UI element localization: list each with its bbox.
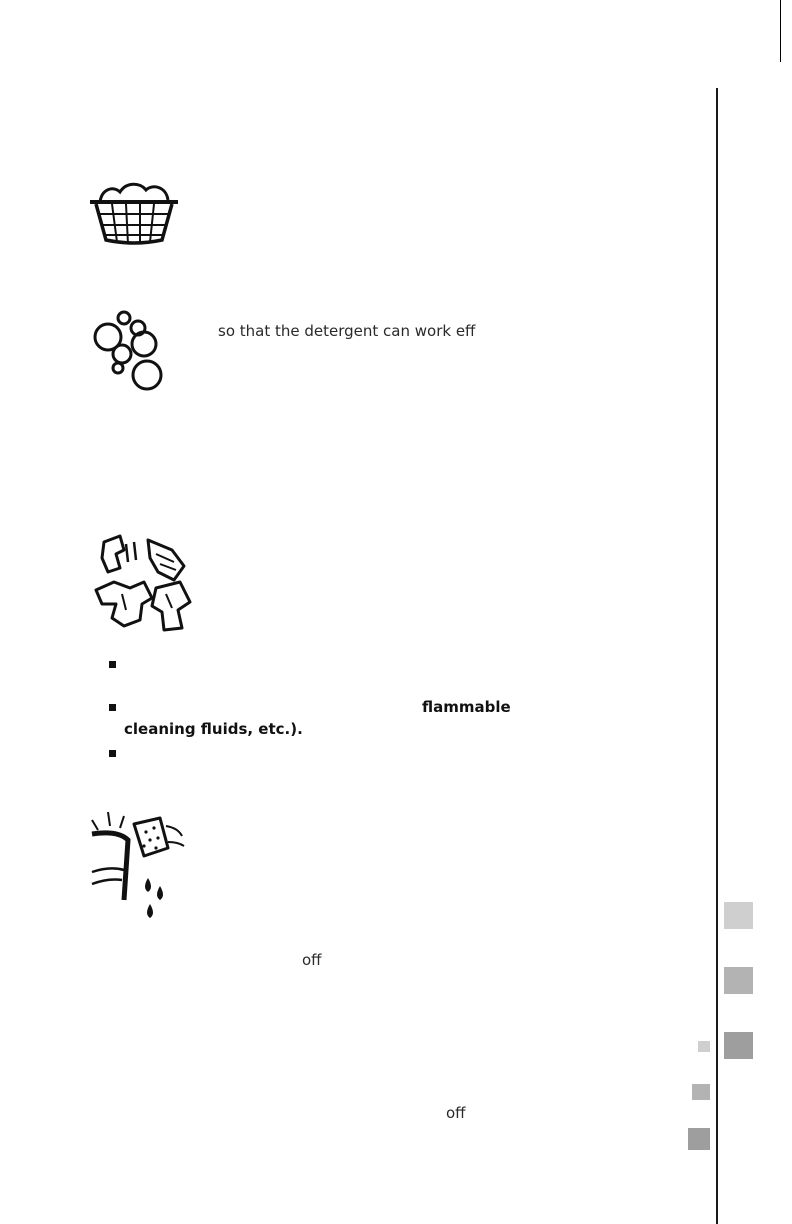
- off-text: off: [446, 1104, 466, 1122]
- crop-mark: [780, 0, 781, 62]
- level-marker-light: [698, 1041, 710, 1052]
- level-marker-dark: [688, 1128, 710, 1150]
- cleaning-fluids-text: cleaning fluids, etc.).: [124, 720, 303, 738]
- margin-rule: [716, 88, 718, 1224]
- side-tab-mid: [724, 967, 753, 994]
- side-tab-dark: [724, 1032, 753, 1059]
- laundry-basket-icon: [86, 180, 182, 250]
- bullet-marker: [109, 704, 116, 711]
- bullet-marker: [109, 661, 116, 668]
- off-text: off: [302, 951, 322, 969]
- stain-sponge-icon: [88, 806, 188, 922]
- flammable-text: flammable: [422, 698, 511, 716]
- side-tab-light: [724, 902, 753, 929]
- bullet-marker: [109, 750, 116, 757]
- crumpled-clothes-icon: [90, 532, 202, 640]
- detergent-text: so that the detergent can work eff: [218, 322, 476, 340]
- level-marker-mid: [692, 1084, 710, 1100]
- soap-bubbles-icon: [90, 306, 170, 400]
